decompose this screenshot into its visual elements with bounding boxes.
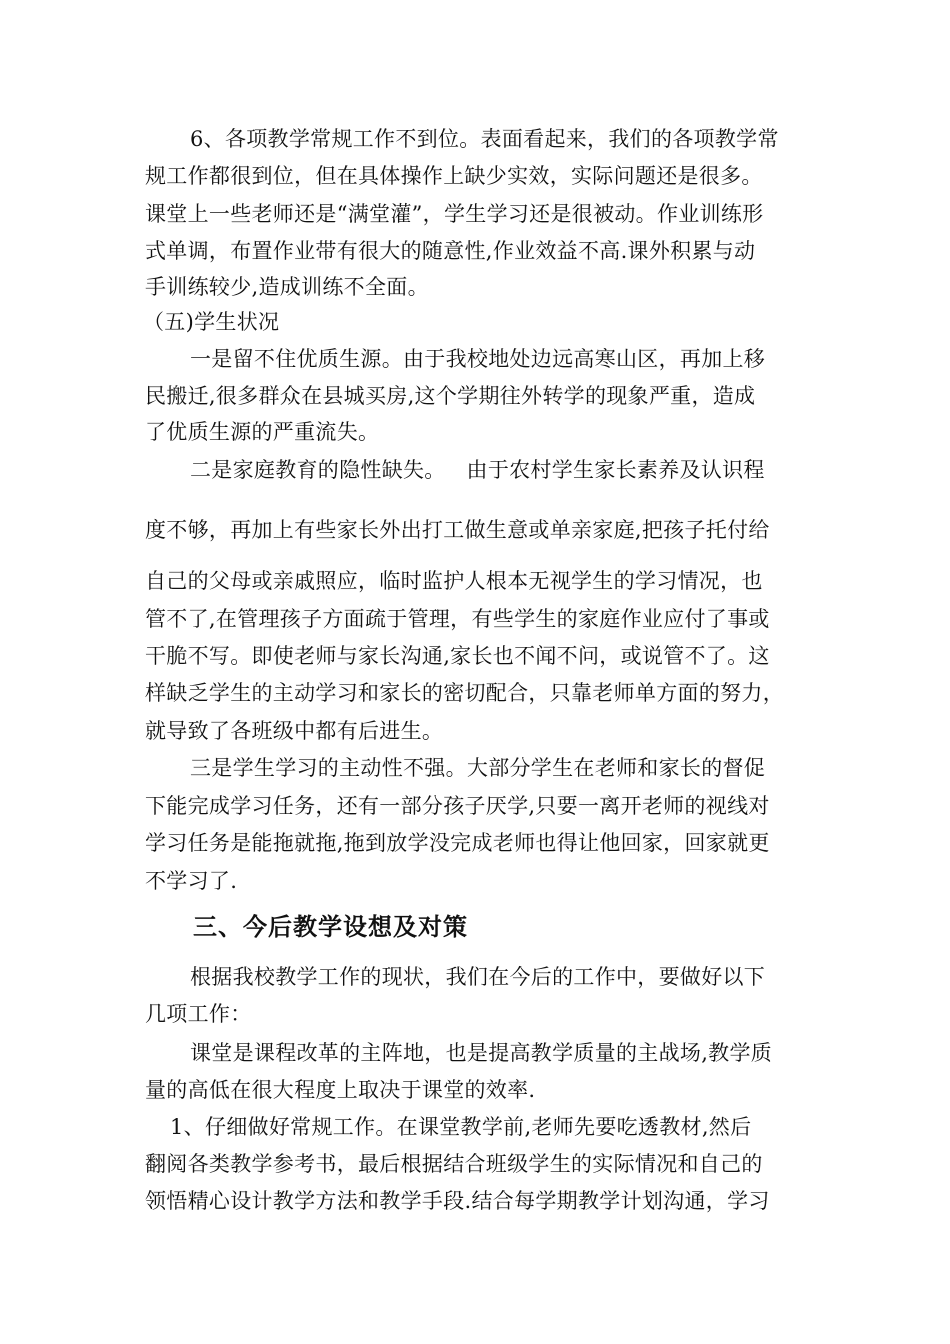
paragraph-line: 下能完成学习任务，还有一部分孩子厌学,只要一离开老师的视线对: [145, 794, 770, 818]
paragraph-line: 几项工作：: [145, 1002, 252, 1026]
paragraph-line: 根据我校教学工作的现状，我们在今后的工作中，要做好以下: [190, 965, 766, 989]
paragraph-line: 自己的父母或亲戚照应，临时监护人根本无视学生的学习情况，也: [145, 569, 763, 593]
paragraph-line: 民搬迁,很多群众在县城买房,这个学期往外转学的现象严重，造成: [145, 384, 756, 408]
paragraph-line: 课堂是课程改革的主阵地，也是提高教学质量的主战场,教学质: [190, 1041, 773, 1065]
section-subtitle: （五)学生状况: [143, 310, 280, 334]
paragraph-line: 干脆不写。即使老师与家长沟通,家长也不闻不问，或说管不了。这: [145, 644, 770, 668]
paragraph-line: 就导致了各班级中都有后进生。: [145, 719, 444, 743]
paragraph-line: 课堂上一些老师还是“满堂灌”，学生学习还是很被动。作业训练形: [145, 202, 764, 226]
paragraph-line: 一是留不住优质生源。由于我校地处边远高寒山区，再加上移: [190, 347, 766, 371]
paragraph-line: 领悟精心设计教学方法和教学手段.结合每学期教学计划沟通，学习: [145, 1189, 770, 1213]
paragraph-line: 了优质生源的严重流失。: [145, 420, 380, 444]
paragraph-line: 样缺乏学生的主动学习和家长的密切配合，只靠老师单方面的努力，: [145, 681, 784, 705]
paragraph-line: 规工作都很到位，但在具体操作上缺少实效，实际问题还是很多。: [145, 164, 763, 188]
paragraph-line: 6、各项教学常规工作不到位。表面看起来，我们的各项教学常: [190, 127, 779, 151]
paragraph-line: 学习任务是能拖就拖,拖到放学没完成老师也得让他回家，回家就更: [145, 831, 770, 855]
paragraph-line: 手训练较少,造成训练不全面。: [145, 275, 429, 299]
paragraph-line: 度不够，再加上有些家长外出打工做生意或单亲家庭,把孩子托付给: [145, 518, 770, 542]
paragraph-line: 二是家庭教育的隐性缺失。 由于农村学生家长素养及认识程: [190, 458, 765, 482]
section-heading: 三、今后教学设想及对策: [193, 913, 468, 941]
paragraph-line: 管不了,在管理孩子方面疏于管理，有些学生的家庭作业应付了事或: [145, 607, 770, 631]
paragraph-line: 不学习了.: [145, 869, 238, 893]
paragraph-line: 翻阅各类教学参考书，最后根据结合班级学生的实际情况和自己的: [145, 1152, 763, 1176]
paragraph-line: 式单调，布置作业带有很大的随意性,作业效益不高.课外积累与动: [145, 239, 756, 263]
paragraph-line: 三是学生学习的主动性不强。大部分学生在老师和家长的督促: [190, 756, 766, 780]
paragraph-line: 量的高低在很大程度上取决于课堂的效率.: [145, 1078, 536, 1102]
paragraph-line: 1、仔细做好常规工作。在课堂教学前,老师先要吃透教材,然后: [170, 1115, 752, 1139]
